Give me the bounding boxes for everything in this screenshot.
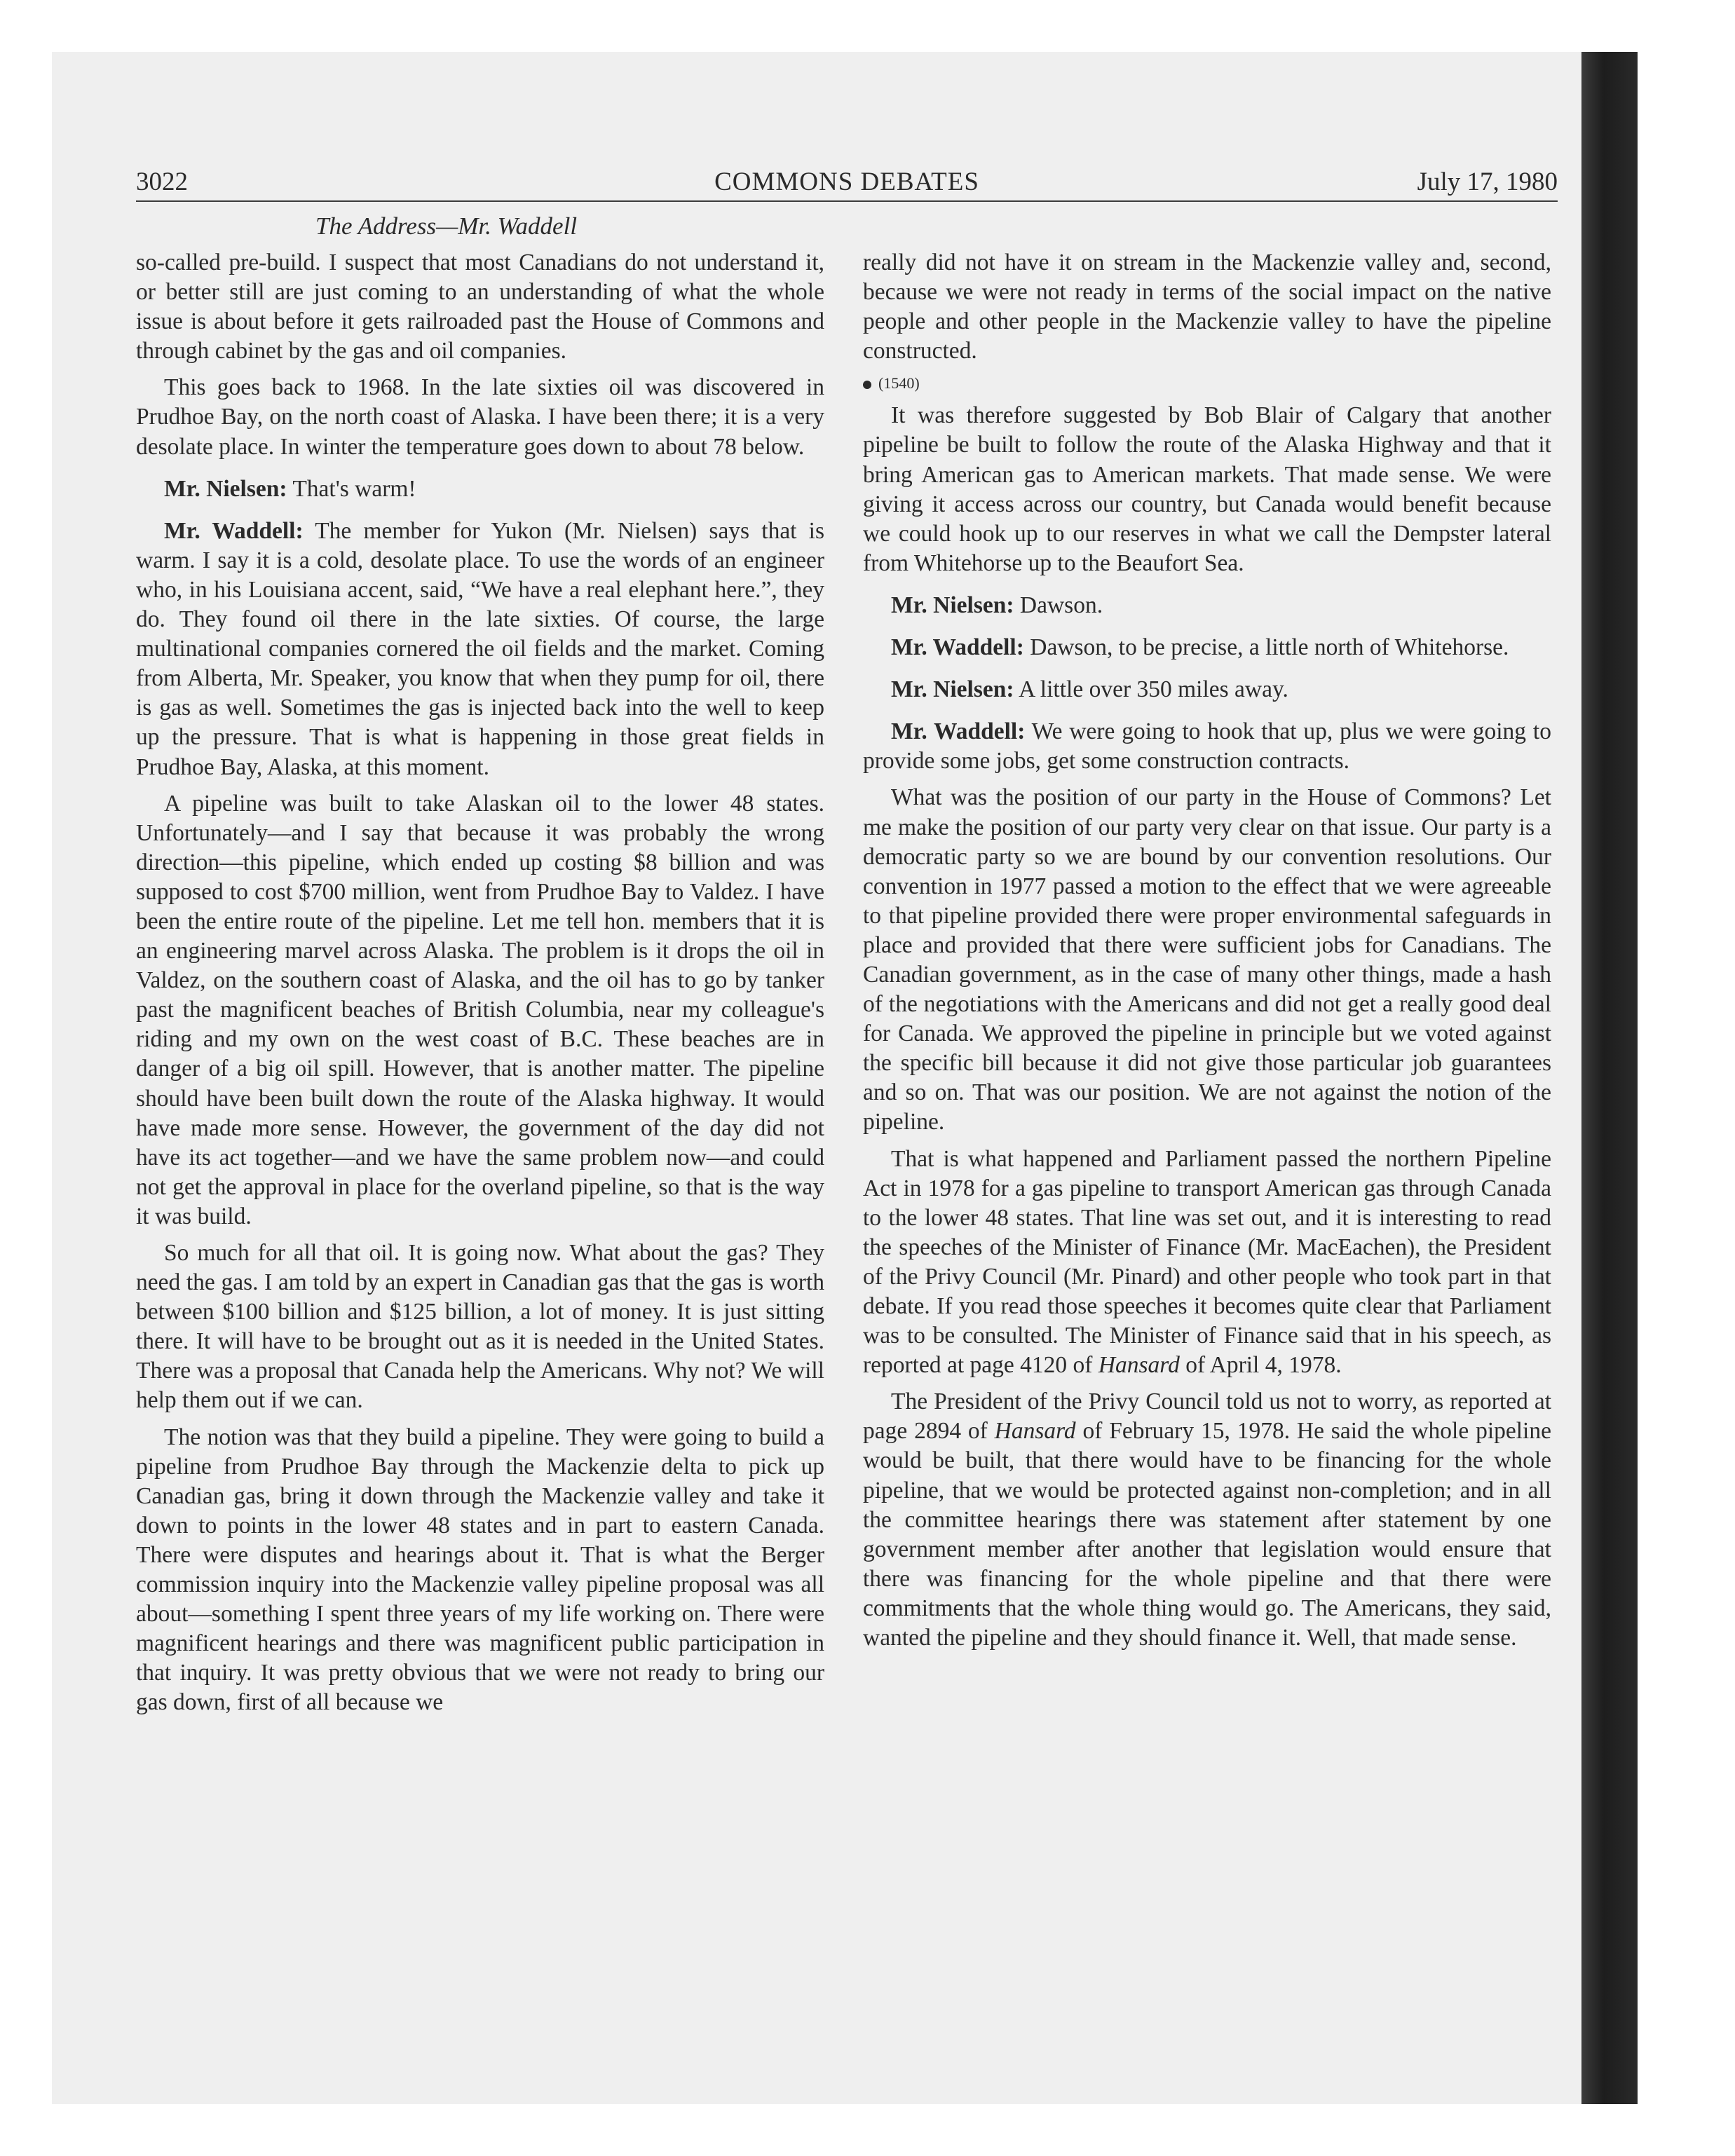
- speaker-name: Mr. Nielsen:: [891, 592, 1014, 618]
- speaker-paragraph: [136, 475, 824, 504]
- paragraph: [863, 1145, 1551, 1381]
- speaker-name: Mr. Waddell:: [164, 517, 304, 544]
- paragraph: The notion was that they build a pipeline. They were going to build a pipeline from Prudhoe Bay through the Mackenzie delta to pick up Canadian gas, bring it down through the Mackenzie valley and take it down to points in the lower 48 states and in part to eastern Canada. There were disputes and hearings about it. That is what the Berger commission inquiry into the Mackenzie valley pipeline proposal was all about—something I spent three years of my life working on. There were magnificent hearings and there was magnificent public participation in that inquiry. It was pretty obvious that we were not ready to bring our gas down, first of all because we: [136, 1424, 824, 1716]
- paragraph: [863, 1387, 1551, 1653]
- speaker-name: Mr. Nielsen:: [891, 676, 1014, 703]
- running-head: [136, 165, 1558, 199]
- text-run: The President of the Privy Council told us not to worry, as reported at page 2894 of: [863, 1389, 1551, 1445]
- binding-edge: [1581, 52, 1638, 2104]
- paragraph: It was therefore suggested by Bob Blair of Calgary that another pipeline be built to follow the route of the Alaska Highway and that it bring American gas to American markets. That made sense. We were giving it access across our country, but Canada would benefit because we could hook up to our reserves in what we call the Dempster lateral from Whitehorse up to the Beaufort Sea.: [863, 402, 1551, 576]
- speech-text: We were going to hook that up, plus we were going to provide some jobs, get some construction contracts.: [863, 718, 1551, 775]
- speaker-paragraph: [863, 591, 1551, 620]
- speech-text: Dawson, to be precise, a little north of Whitehorse.: [1023, 634, 1509, 661]
- paragraph: What was the position of our party in the House of Commons? Let me make the position of our party very clear on that issue. Our party is a democratic party so we are bound by our convention resolutions. Our convention in 1977 passed a motion to the effect that we were agreeable to that pipeline provided there were proper environmental safeguards in place and provided that there were sufficient jobs for Canadians. The Canadian government, as in the case of many other things, made a hash of the negotiations with the Americans and did not get a really good deal for Canada. We approved the pipeline in principle but we voted against the specific bill because it did not give those particular job guarantees and so on. That was our position. We are not against the notion of the pipeline.: [863, 784, 1551, 1135]
- speech-text: Dawson.: [1014, 592, 1103, 618]
- bullet-icon: [863, 381, 871, 389]
- section-heading: The Address—Mr. Waddell: [315, 212, 578, 240]
- left-column: [136, 248, 824, 1725]
- header-rule: [136, 200, 1558, 202]
- speaker-paragraph: [863, 633, 1551, 662]
- speaker-paragraph: [863, 717, 1551, 776]
- paragraph: A pipeline was built to take Alaskan oil to the lower 48 states. Unfortunately—and I say that because it was probably the wrong direction—this pipeline, which ended up costing $8 billion and was supposed to cost $700 million, went from Prudhoe Bay to Valdez. I have been the entire route of the pipeline. Let me tell hon. members that it is an engineering marvel across Alaska. The problem is it drops the oil in Valdez, on the southern coast of Alaska, and the oil has to go by tanker past the magnificent beaches of British Columbia, near my colleague's riding and my own on the west coast of B.C. These beaches are in danger of a big oil spill. However, that is another matter. The pipeline should have been built down the route of the Alaska highway. It would have made more sense. However, the government of the day did not have its act together—and we have the same problem now—and could not get the approval in place for the overland pipeline, so that is the way it was build.: [136, 790, 824, 1229]
- hansard-citation: Hansard: [994, 1418, 1076, 1445]
- speaker-paragraph: [136, 517, 824, 782]
- paragraph: really did not have it on stream in the Mackenzie valley and, second, because we were not ready in terms of the social impact on the native people and other people in the Mackenzie valley to have the pipeline constructed.: [863, 250, 1551, 364]
- speaker-name: Mr. Waddell:: [891, 634, 1024, 661]
- page-date: July 17, 1980: [1417, 168, 1558, 196]
- paragraph: This goes back to 1968. In the late sixties oil was discovered in Prudhoe Bay, on the north coast of Alaska. I have been there; it is a very desolate place. In winter the temperature goes down to about 78 below.: [136, 374, 824, 460]
- paragraph: so-called pre-build. I suspect that most Canadians do not understand it, or better still are just coming to an understanding of what the whole issue is about before it gets railroaded past the House of Commons and through cabinet by the gas and oil companies.: [136, 250, 824, 364]
- speech-text: The member for Yukon (Mr. Nielsen) says that is warm. I say it is a cold, desolate place. To use the words of an engineer who, in his Louisiana accent, said, “We have a real elephant here.”, they do. They found oil there in the late sixties. Of course, the large multinational companies cornered the oil fields and the market. Coming from Alberta, Mr. Speaker, you know that when they pump for oil, there is gas as well. Sometimes the gas is injected back into the well to keep up the pressure. That is what is happening in those great fields in Prudhoe Bay, Alaska, at this moment.: [136, 517, 824, 780]
- hansard-citation: Hansard: [1098, 1352, 1180, 1379]
- time-marker-text: (1540): [878, 374, 920, 393]
- page-number: 3022: [136, 168, 188, 196]
- speaker-name: Mr. Waddell:: [891, 718, 1026, 745]
- journal-title: COMMONS DEBATES: [714, 168, 979, 196]
- speech-text: That's warm!: [287, 475, 416, 502]
- right-column: [863, 248, 1551, 1660]
- speaker-name: Mr. Nielsen:: [164, 475, 287, 502]
- paragraph: So much for all that oil. It is going now. What about the gas? They need the gas. I am told by an expert in Canadian gas that the gas is worth between $100 billion and $125 billion, a lot of money. It is just sitting there. It will have to be brought out as it is needed in the United States. There was a proposal that Canada help the Americans. Why not? We will help them out if we can.: [136, 1240, 824, 1414]
- text-run: That is what happened and Parliament passed the northern Pipeline Act in 1978 for a gas pipeline to transport American gas through Canada to the lower 48 states. That line was set out, and it is interesting to read the speeches of the Minister of Finance (Mr. MacEachen), the President of the Privy Council (Mr. Pinard) and other people who took part in that debate. If you read those speeches it becomes quite clear that Parliament was to be consulted. The Minister of Finance said that in his speech, as reported at page 4120 of: [863, 1145, 1551, 1379]
- speech-text: A little over 350 miles away.: [1014, 676, 1288, 703]
- time-marker: [863, 373, 1551, 394]
- text-run: of February 15, 1978. He said the whole pipeline would be built, that there would have to be financing for the whole pipeline, that we would be protected against non-completion; and in all the committee hearings there was statement after statement by one government member after another that legislation would ensure that there was financing for the whole pipeline and that there were commitments that the whole thing would go. The Americans, they said, wanted the pipeline and they should finance it. Well, that made sense.: [863, 1418, 1551, 1651]
- speaker-paragraph: [863, 675, 1551, 704]
- text-run: of April 4, 1978.: [1179, 1352, 1342, 1379]
